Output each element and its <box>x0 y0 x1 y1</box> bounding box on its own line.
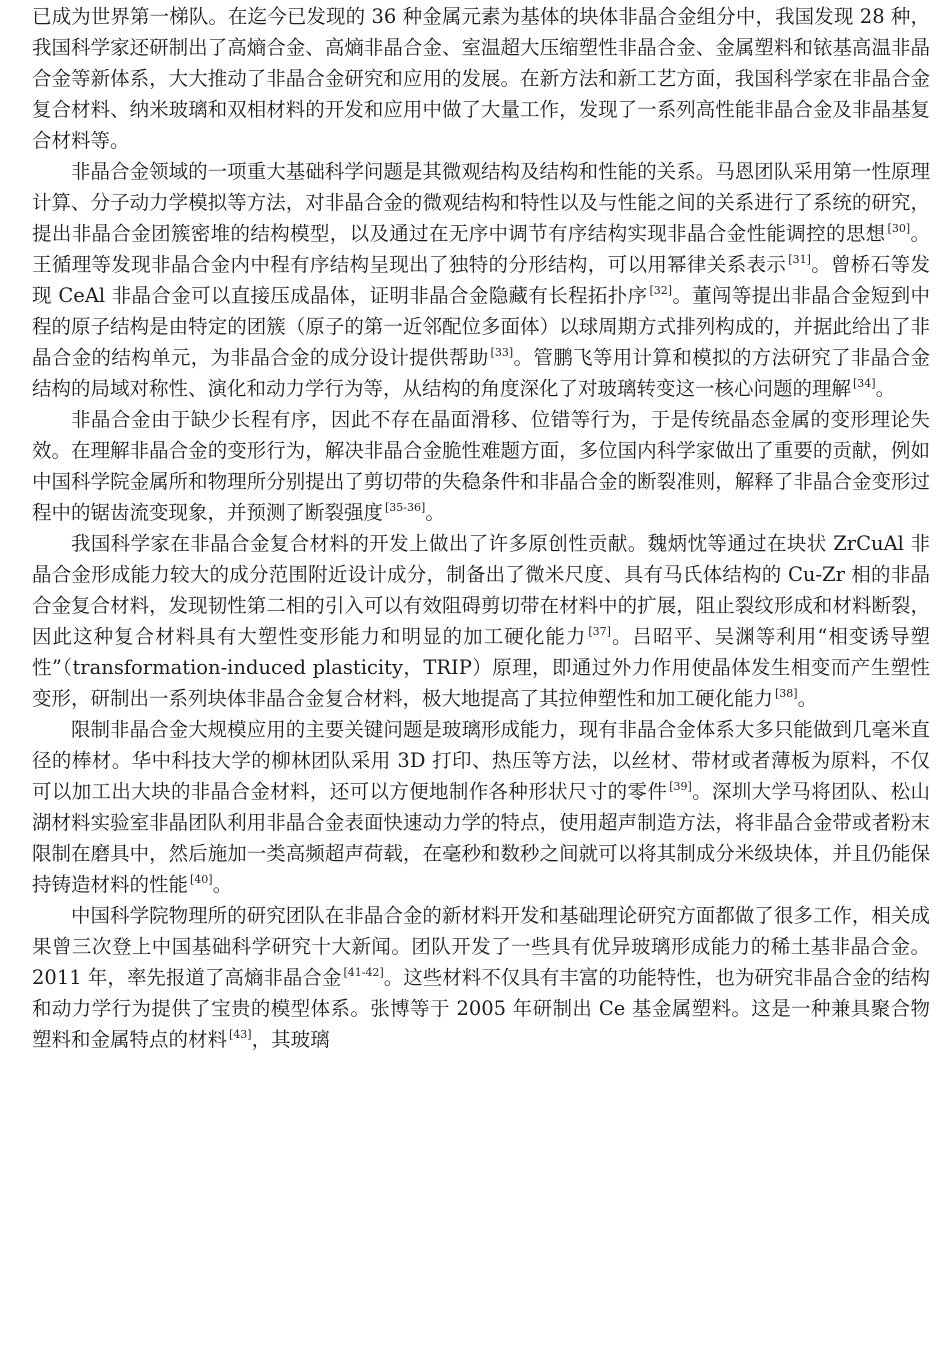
document-body <box>32 0 930 1055</box>
paragraph-text: 。 <box>212 873 233 896</box>
paragraph-text: 。 <box>875 377 896 400</box>
body-paragraph <box>32 1 930 156</box>
paragraph-text: 。董闯等提出非晶合金短到中程的原子结构是由特定的团簇（原子的第一近邻配位多面体）以球周期方式排列构成的，并据此给出了非晶合金的结构单元，为非晶合金的成分设计提供帮助 <box>32 284 930 369</box>
paragraph-text: 。曾桥石等发现 CeAl 非晶合金可以直接压成晶体，证明非晶合金隐藏有长程拓扑序 <box>32 253 930 307</box>
citation-marker: [35-36] <box>385 501 426 514</box>
citation-marker: [30] <box>887 222 911 235</box>
paragraph-text: 。这些材料不仅具有丰富的功能特性，也为研究非晶合金的结构和动力学行为提供了宝贵的模型体系。张博等于 2005 年研制出 Ce 基金属塑料。这是一种兼具聚合物塑料和金属特点的材料 <box>32 966 930 1051</box>
paragraph-text: 非晶合金领域的一项重大基础科学问题是其微观结构及结构和性能的关系。马恩团队采用第一性原理计算、分子动力学模拟等方法，对非晶合金的微观结构和特性以及与性能之间的关系进行了系统的研究，提出非晶合金团簇密堆的结构模型，以及通过在无序中调节有序结构实现非晶合金性能调控的思想 <box>32 160 930 245</box>
paragraph-text: 。深圳大学马将团队、松山湖材料实验室非晶团队利用非晶合金表面快速动力学的特点，使用超声制造方法，将非晶合金带或者粉末限制在磨具中，然后施加一类高频超声荷载，在毫秒和数秒之间就可以将其制成分米级块体，并且仍能保持铸造材料的性能 <box>32 780 930 896</box>
citation-marker: [34] <box>853 377 876 390</box>
body-paragraph <box>32 900 930 1055</box>
paragraph-text: 我国科学家在非晶合金复合材料的开发上做出了许多原创性贡献。魏炳忱等通过在块状 ZrCuAl 非晶合金形成能力较大的成分范围附近设计成分，制备出了微米尺度、具有马氏体结构的 Cu-Zr 相的非晶合金复合材料，发现韧性第二相的引入可以有效阻碍剪切带在材料中的扩展，阻止裂纹形成和材料断裂，因此这种复合材料具有大塑性变形能力和明显的加工硬化能力 <box>32 532 930 648</box>
citation-marker: [43] <box>229 1028 252 1041</box>
body-paragraph <box>32 404 930 528</box>
paragraph-text: 。吕昭平、吴渊等利用“相变诱导塑性”（transformation-induced plasticity，TRIP）原理，即通过外力作用使晶体发生相变而产生塑性变形，研制出一系列块体非晶合金复合材料，极大地提高了其拉伸塑性和加工硬化能力 <box>32 625 930 710</box>
citation-marker: [37] <box>588 625 611 638</box>
citation-marker: [39] <box>669 780 692 793</box>
citation-marker: [38] <box>775 687 798 700</box>
citation-marker: [33] <box>490 346 514 359</box>
paragraph-text: ，其玻璃 <box>251 1028 330 1051</box>
paragraph-text: 限制非晶合金大规模应用的主要关键问题是玻璃形成能力，现有非晶合金体系大多只能做到几毫米直径的棒材。华中科技大学的柳林团队采用 3D 打印、热压等方法，以丝材、带材或者薄板为原料，不仅可以加工出大块的非晶合金材料，还可以方便地制作各种形状尺寸的零件 <box>32 718 930 803</box>
paragraph-text: 非晶合金由于缺少长程有序，因此不存在晶面滑移、位错等行为，于是传统晶态金属的变形理论失效。在理解非晶合金的变形行为，解决非晶合金脆性难题方面，多位国内科学家做出了重要的贡献，例如中国科学院金属所和物理所分别提出了剪切带的失稳条件和非晶合金的断裂准则，解释了非晶合金变形过程中的锯齿流变现象，并预测了断裂强度 <box>32 408 930 524</box>
paragraph-text: 中国科学院物理所的研究团队在非晶合金的新材料开发和基础理论研究方面都做了很多工作，相关成果曾三次登上中国基础科学研究十大新闻。团队开发了一些具有优异玻璃形成能力的稀土基非晶合金。2011 年，率先报道了高熵非晶合金 <box>32 904 930 989</box>
paragraph-text: 已成为世界第一梯队。在迄今已发现的 36 种金属元素为基体的块体非晶合金组分中，我国发现 28 种，我国科学家还研制出了高熵合金、高熵非晶合金、室温超大压缩塑性非晶合金、金属塑料和铱基高温非晶合金等新体系，大大推动了非晶合金研究和应用的发展。在新方法和新工艺方面，我国科学家在非晶合金复合材料、纳米玻璃和双相材料的开发和应用中做了大量工作，发现了一系列高性能非晶合金及非晶基复合材料等。 <box>32 5 930 152</box>
citation-marker: [41-42] <box>343 966 384 979</box>
body-paragraph <box>32 528 930 714</box>
citation-marker: [40] <box>190 873 213 886</box>
paragraph-text: 。 <box>425 501 445 524</box>
body-paragraph <box>32 714 930 900</box>
citation-marker: [32] <box>649 284 673 297</box>
paragraph-text: 。 <box>797 687 818 710</box>
body-paragraph <box>32 156 930 404</box>
citation-marker: [31] <box>788 253 811 266</box>
paragraph-text: 。管鹏飞等用计算和模拟的方法研究了非晶合金结构的局域对称性、演化和动力学行为等，从结构的角度深化了对玻璃转变这一核心问题的理解 <box>32 346 930 400</box>
paragraph-text: 。王循理等发现非晶合金内中程有序结构呈现出了独特的分形结构，可以用幂律关系表示 <box>32 222 930 276</box>
